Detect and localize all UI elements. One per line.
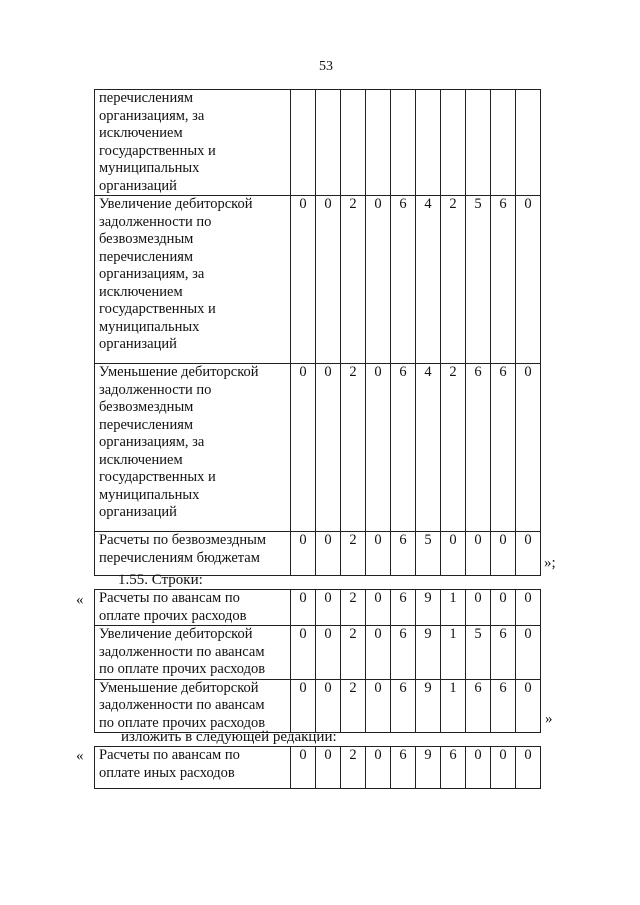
code-digit: 0 xyxy=(366,196,391,364)
code-digit: 1 xyxy=(441,679,466,733)
code-digit: 9 xyxy=(416,590,441,626)
paragraph-redaction: изложить в следующей редакции: xyxy=(121,729,337,745)
table-row xyxy=(95,679,541,733)
code-digit: 0 xyxy=(441,532,466,576)
code-digit: 0 xyxy=(516,590,541,626)
code-digit: 0 xyxy=(316,626,341,680)
code-digit: 6 xyxy=(441,747,466,789)
code-digit: 6 xyxy=(391,196,416,364)
code-digit: 0 xyxy=(516,747,541,789)
code-digit: 0 xyxy=(516,679,541,733)
code-digit: 0 xyxy=(291,626,316,680)
code-digit xyxy=(441,90,466,196)
paragraph-1-55: 1.55. Строки: xyxy=(118,572,203,588)
table-new-lines xyxy=(94,746,541,789)
code-digit: 2 xyxy=(341,196,366,364)
code-digit: 0 xyxy=(291,532,316,576)
table-row xyxy=(95,747,541,789)
code-digit: 0 xyxy=(491,590,516,626)
table-row xyxy=(95,90,541,196)
code-digit: 2 xyxy=(341,626,366,680)
code-digit: 6 xyxy=(491,626,516,680)
code-digit xyxy=(391,90,416,196)
code-digit: 6 xyxy=(491,196,516,364)
code-digit: 6 xyxy=(466,679,491,733)
code-digit: 0 xyxy=(291,364,316,532)
code-digit: 9 xyxy=(416,626,441,680)
code-digit xyxy=(341,90,366,196)
code-digit: 0 xyxy=(366,364,391,532)
row-label: Расчеты по авансам по оплате прочих расходов xyxy=(95,590,291,626)
code-digit: 0 xyxy=(316,196,341,364)
code-digit: 0 xyxy=(291,590,316,626)
table-row xyxy=(95,626,541,680)
row-label: перечислениям организациям, за исключением государственных и муниципальных организаций xyxy=(95,90,291,196)
code-digit: 6 xyxy=(391,364,416,532)
code-digit: 6 xyxy=(391,679,416,733)
code-digit: 2 xyxy=(441,196,466,364)
code-digit: 0 xyxy=(366,679,391,733)
open-quote: « xyxy=(76,592,84,608)
table-current-lines xyxy=(94,589,541,733)
code-digit xyxy=(291,90,316,196)
close-quote: » xyxy=(545,711,553,727)
row-label: Увеличение дебиторской задолженности по авансам по оплате прочих расходов xyxy=(95,626,291,680)
code-digit: 0 xyxy=(491,747,516,789)
code-digit: 0 xyxy=(491,532,516,576)
code-digit: 4 xyxy=(416,196,441,364)
table-continued-accounts xyxy=(94,89,541,576)
page-number: 53 xyxy=(319,59,333,74)
code-digit: 0 xyxy=(316,532,341,576)
code-digit: 0 xyxy=(516,532,541,576)
code-digit: 1 xyxy=(441,590,466,626)
code-digit: 1 xyxy=(441,626,466,680)
code-digit: 2 xyxy=(341,590,366,626)
code-digit: 5 xyxy=(466,196,491,364)
table-row xyxy=(95,196,541,364)
code-digit: 9 xyxy=(416,679,441,733)
code-digit xyxy=(366,90,391,196)
code-digit: 2 xyxy=(341,364,366,532)
code-digit: 6 xyxy=(391,626,416,680)
row-label: Уменьшение дебиторской задолженности по авансам по оплате прочих расходов xyxy=(95,679,291,733)
code-digit: 0 xyxy=(316,679,341,733)
code-digit: 6 xyxy=(391,590,416,626)
open-quote: « xyxy=(76,748,84,764)
row-label: Расчеты по авансам по оплате иных расходов xyxy=(95,747,291,789)
code-digit: 0 xyxy=(291,747,316,789)
close-quote: »; xyxy=(544,555,556,571)
code-digit: 4 xyxy=(416,364,441,532)
row-label: Расчеты по безвозмездным перечислениям бюджетам xyxy=(95,532,291,576)
code-digit: 5 xyxy=(416,532,441,576)
table-row xyxy=(95,590,541,626)
code-digit xyxy=(491,90,516,196)
code-digit: 0 xyxy=(466,747,491,789)
code-digit: 0 xyxy=(516,626,541,680)
code-digit: 0 xyxy=(516,364,541,532)
code-digit: 6 xyxy=(391,747,416,789)
code-digit: 0 xyxy=(316,364,341,532)
code-digit: 0 xyxy=(316,747,341,789)
row-label: Уменьшение дебиторской задолженности по безвозмездным перечислениям организациям, за исключением государственных и муниципальных организаций xyxy=(95,364,291,532)
code-digit: 6 xyxy=(491,679,516,733)
code-digit: 6 xyxy=(491,364,516,532)
code-digit xyxy=(416,90,441,196)
code-digit xyxy=(466,90,491,196)
code-digit xyxy=(516,90,541,196)
code-digit: 9 xyxy=(416,747,441,789)
code-digit: 0 xyxy=(516,196,541,364)
table-row xyxy=(95,532,541,576)
code-digit: 2 xyxy=(441,364,466,532)
row-label: Увеличение дебиторской задолженности по безвозмездным перечислениям организациям, за исключением государственных и муниципальных организаций xyxy=(95,196,291,364)
code-digit xyxy=(316,90,341,196)
code-digit: 2 xyxy=(341,532,366,576)
code-digit: 6 xyxy=(466,364,491,532)
table-row xyxy=(95,364,541,532)
code-digit: 6 xyxy=(391,532,416,576)
code-digit: 0 xyxy=(291,196,316,364)
code-digit: 0 xyxy=(366,590,391,626)
code-digit: 2 xyxy=(341,747,366,789)
code-digit: 2 xyxy=(341,679,366,733)
code-digit: 0 xyxy=(366,532,391,576)
code-digit: 5 xyxy=(466,626,491,680)
code-digit: 0 xyxy=(366,626,391,680)
code-digit: 0 xyxy=(291,679,316,733)
code-digit: 0 xyxy=(316,590,341,626)
code-digit: 0 xyxy=(466,532,491,576)
code-digit: 0 xyxy=(466,590,491,626)
code-digit: 0 xyxy=(366,747,391,789)
